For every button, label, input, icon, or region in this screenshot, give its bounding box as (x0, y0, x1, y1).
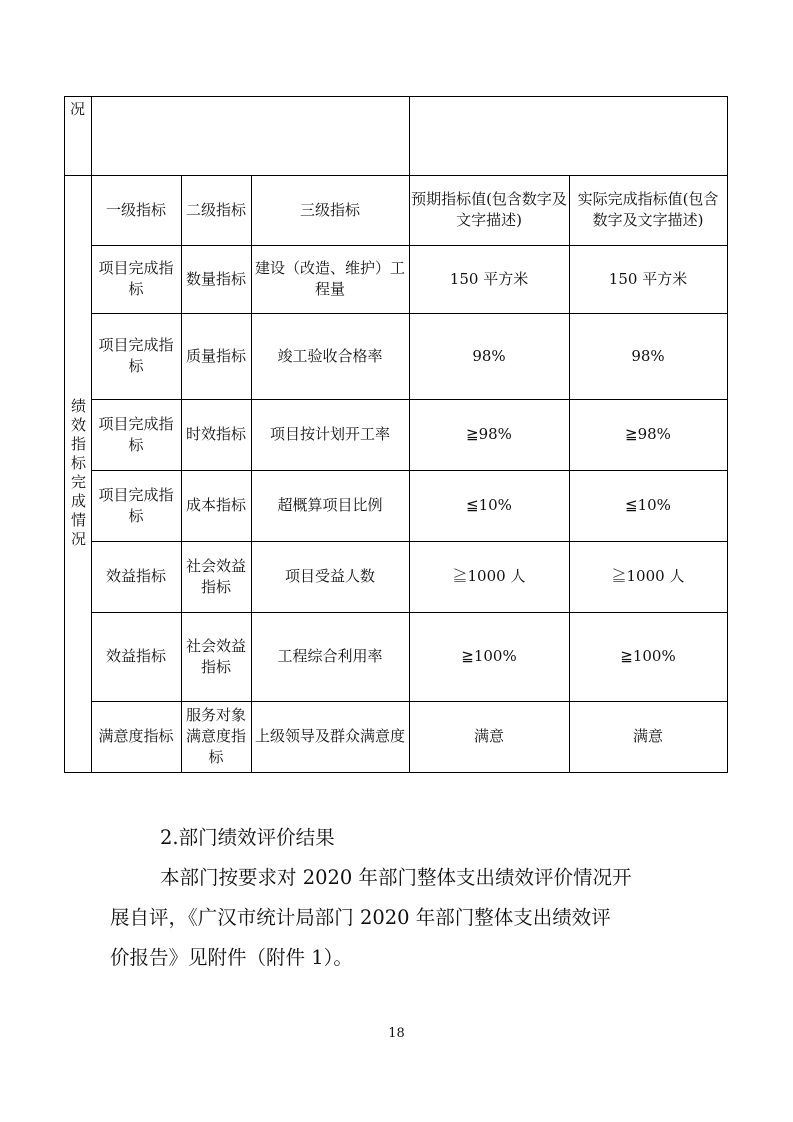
header-level1: 一级指标 (105, 200, 166, 219)
header-level2: 二级指标 (185, 200, 246, 219)
table-cell-level2: 质量指标 (185, 346, 246, 365)
table-cell-level2: 社会效益指标 (185, 556, 246, 596)
side-label-cell (64, 175, 91, 773)
table-cell-actual: ≧1000 人 (611, 567, 685, 585)
table-cell-level3: 超概算项目比例 (277, 496, 383, 514)
table-cell-actual: ≧98% (625, 425, 671, 443)
table-cell-expected: 150 平方米 (449, 269, 529, 288)
table-cell-level1: 项目完成指标 (98, 485, 174, 525)
table-line (64, 96, 728, 97)
page-number: 18 (388, 1026, 405, 1041)
table-cell-expected: ≧98% (466, 425, 512, 443)
table-cell-level2: 时效指标 (185, 425, 246, 443)
table-cell-level3: 上级领导及群众满意度 (254, 727, 405, 745)
table-cell-actual: 150 平方米 (608, 269, 688, 288)
table-cell-level2: 服务对象满意度指标 (185, 706, 246, 766)
table-cell-expected: ≧100% (461, 647, 517, 665)
section-title: 2.部门绩效评价结果 (160, 826, 335, 849)
side-label: 绩效指标完成情况 (69, 398, 87, 550)
table-cell-expected: ≧1000 人 (452, 567, 526, 585)
header-expected: 预期指标值(包含数字及文字描述) (411, 190, 567, 229)
paragraph-line: 展自评，《广汉市统计局部门 2020 年部门整体支出绩效评 (110, 906, 611, 929)
top-row-label: 况 (69, 99, 85, 118)
header-level3: 三级指标 (299, 200, 360, 219)
table-cell-level2: 成本指标 (185, 496, 246, 514)
performance-table (64, 96, 728, 773)
table-cell-actual: ≦10% (625, 496, 671, 514)
table-cell-level1: 项目完成指标 (98, 336, 174, 375)
table-cell-level1: 效益指标 (105, 567, 166, 585)
table-cell-level1: 满意度指标 (98, 727, 174, 745)
table-cell-level3: 项目受益人数 (284, 567, 375, 585)
paragraph-line: 本部门按要求对 2020 年部门整体支出绩效评价情况开 (160, 866, 632, 889)
table-cell-actual: 满意 (632, 727, 663, 745)
table-line (64, 772, 728, 773)
table-cell-level2: 数量指标 (185, 269, 246, 288)
table-cell-expected: 满意 (473, 727, 504, 745)
table-cell-level3: 建设（改造、维护）工程量 (254, 259, 405, 298)
table-cell-expected: 98% (472, 346, 506, 365)
table-cell-level2: 社会效益指标 (185, 636, 246, 676)
table-cell-level1: 效益指标 (105, 647, 166, 665)
table-cell-level3: 工程综合利用率 (277, 647, 383, 665)
table-cell-level3: 项目按计划开工率 (269, 425, 390, 443)
header-actual: 实际完成指标值(包含数字及文字描述) (577, 190, 719, 229)
paragraph-line: 价报告》见附件（附件 1）。 (110, 946, 353, 969)
table-line (727, 96, 728, 773)
table-cell-level1: 项目完成指标 (98, 414, 174, 454)
table-cell-level3: 竣工验收合格率 (277, 346, 383, 365)
table-cell-level1: 项目完成指标 (98, 259, 174, 298)
table-cell-expected: ≦10% (466, 496, 512, 514)
table-cell-actual: ≧100% (620, 647, 676, 665)
table-cell-actual: 98% (631, 346, 665, 365)
